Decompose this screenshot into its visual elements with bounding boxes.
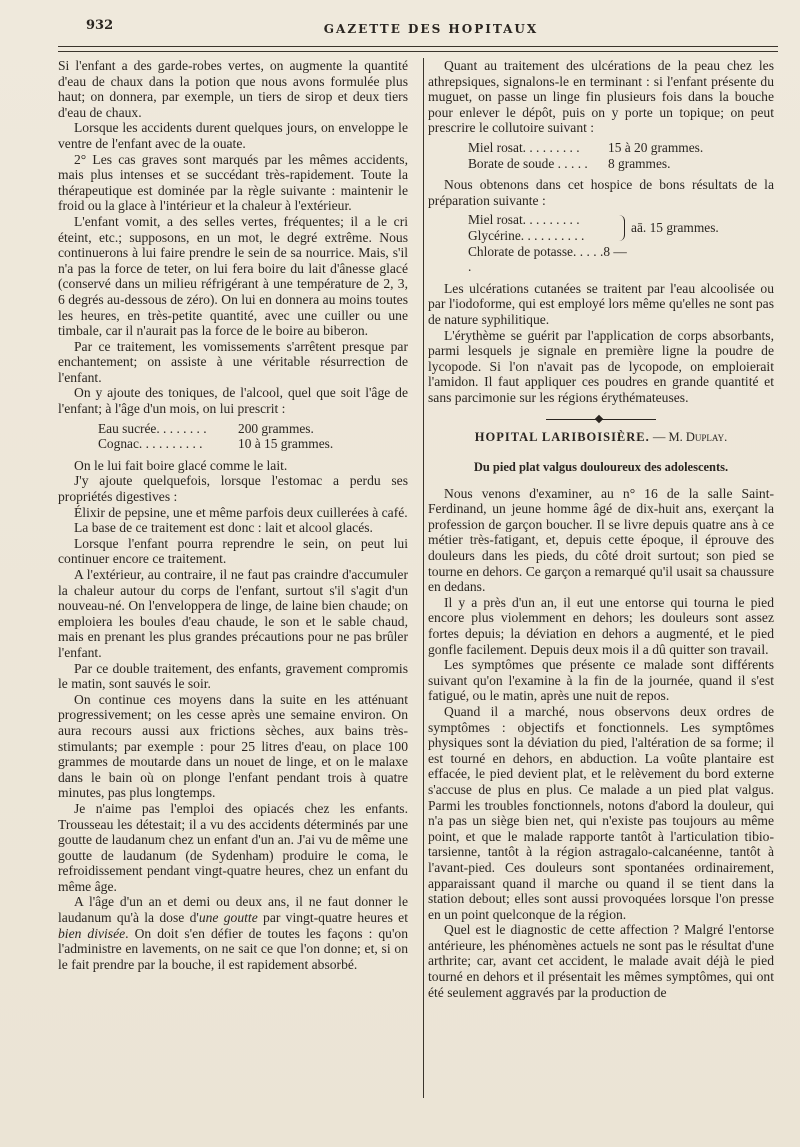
- paragraph: Quel est le diagnostic de cette affection ? Malgré l'entorse antérieure, les phénomènes actuels ne sont pas le résultat d'une arthrite; car, avant cet accident, le malade avait déjà le pied tourné en dehors et il présentait les mêmes symptômes, qui ont été seulement aggravés par la production de: [428, 922, 774, 1000]
- brace: [618, 215, 625, 241]
- heading-dash: — M.: [649, 430, 686, 445]
- paragraph: Quand il a marché, nous observons deux ordres de symptômes : objectifs et fonctionnels. Les symptômes physiques sont la déviation du pied, l'altération de sa forme; il est tourné en dehors, en abduction. La voûte plantaire est effacée, le pied devient plat, et le relèvement du bord externe s'accuse de plus en plus. Ce malade a un pied plat valgus. Parmi les troubles fonctionnels, notons d'abord la douleur, qui n'a pas un siège bien net, qui n'existe pas toujours au même point, et que le malade rapporte tantôt à l'articulation tibio-tarsienne, tantôt à la région astragalo-calcanéenne, tantôt à l'avant-pied. Ces douleurs sont spontanées ordinairement, apparaissant quand il marche ou quand il se tient dans la station debout; elles sont aussi provoquées lorsque l'on presse en un point quelconque de la région.: [428, 703, 774, 922]
- paragraph: A l'extérieur, au contraire, il ne faut pas craindre d'accumuler la chaleur autour du corps de l'enfant, surtout s'il s'agit d'un nouveau-né. On l'enveloppera de linge, de laine bien chaude; on emploiera les boules d'eau chaude, le son et le sable chaud, mais en prenant les plus grandes précautions pour ne pas brûler l'enfant.: [58, 567, 408, 660]
- right-column: [428, 58, 774, 1000]
- prescription-qty: aā. 15 grammes.: [631, 220, 719, 236]
- paragraph: Quant au traitement des ulcérations de la peau chez les athrepsiques, signalons-le en terminant : si l'enfant présente du muguet, on passe un linge fin plusieurs fois dans la bouche pour enlever le dépôt, puis on y porte un topique; on peut prescrire le collutoire suivant :: [428, 58, 774, 136]
- left-column: [58, 58, 408, 972]
- prescription-qty: 15 à 20 grammes.: [608, 139, 704, 155]
- paragraph: J'y ajoute quelquefois, lorsque l'estomac a perdu ses propriétés digestives :: [58, 473, 408, 505]
- paragraph: 2° Les cas graves sont marqués par les mêmes accidents, mais plus intenses et se succédant très-rapidement. Toute la thérapeutique est dominée par la règle suivante : maintenir le froid ou la glace à l'intérieur et la chaleur à l'extérieur.: [58, 151, 408, 214]
- prescription-collutoire: [468, 140, 774, 171]
- braced-items: [468, 212, 618, 243]
- page-header: [86, 18, 776, 48]
- prescription-item: Miel rosat. . . . . . . . .: [468, 139, 580, 155]
- paragraph: Nous obtenons dans cet hospice de bons résultats de la préparation suivante :: [428, 177, 774, 208]
- journal-title: GAZETTE DES HOPITAUX: [323, 22, 539, 36]
- paragraph: On y ajoute des toniques, de l'alcool, quel que soit l'âge de l'enfant; à l'âge d'un mois, on lui prescrit :: [58, 385, 408, 417]
- text-run: . On doit s'en défier de toutes les façons : qu'on l'administre en lavements, on ne sait ce que l'on donne; et, si on le fait prendre par la bouche, il est rapidement absorbé.: [58, 925, 409, 972]
- paragraph: Il y a près d'un an, il eut une entorse qui tourna le pied encore plus violemment en dehors; les douleurs sont assez fortes depuis; la déviation en dehors a augmenté, et le pied gonfle facilement. Depuis deux mois il a dû quitter son travail.: [428, 594, 774, 657]
- prescription-glycerine: [468, 212, 774, 274]
- prescription-qty: 8 grammes.: [608, 155, 671, 171]
- prescription-cognac: [98, 421, 408, 452]
- prescription-item: Cognac. . . . . . . . . .: [98, 436, 203, 452]
- lesson-title: Du pied plat valgus douloureux des adolescents.: [473, 460, 729, 475]
- prescription-item: Glycérine. . . . . . . . . .: [468, 227, 585, 243]
- column-divider: [423, 58, 424, 1098]
- hospital-heading: [428, 430, 774, 446]
- prescription-line: [98, 436, 358, 452]
- paragraph: Les ulcérations cutanées se traitent par l'eau alcoolisée ou par l'iodoforme, qui est employé lors même qu'elles ne sont pas de nature syphilitique.: [428, 280, 774, 327]
- paragraph: Lorsque les accidents durent quelques jours, on enveloppe le ventre de l'enfant avec de la ouate.: [58, 120, 408, 151]
- paragraph: Par ce traitement, les vomissements s'arrêtent presque par enchantement; on assiste à une véritable résurrection de l'enfant.: [58, 338, 408, 385]
- paragraph: Je n'aime pas l'emploi des opiacés chez les enfants. Trousseau les détestait; il a vu des accidents déterminés par une goutte de laudanum chez un enfant d'un an. J'ai vu de même une goutte de laudanum (de Sydenham) produire le coma, le refroidissement pendant vingt-quatre heures, chez un enfant du même âge.: [58, 800, 408, 894]
- prescription-item: Miel rosat. . . . . . . . .: [468, 212, 580, 228]
- prescription-item: Borate de soude . . . . .: [468, 155, 588, 171]
- emphasis: bien divisée: [58, 925, 126, 941]
- prescription-item: Eau sucrée. . . . . . . .: [98, 420, 207, 436]
- header-rule: [58, 46, 778, 52]
- paragraph: Les symptômes que présente ce malade sont différents suivant qu'on l'examine à la fin de la journée, quand il s'est fatigué, ou le matin, après une nuit de repos.: [428, 657, 774, 704]
- paragraph: L'enfant vomit, a des selles vertes, fréquentes; il a le cri éteint, etc.; supposons, en un mot, le degré extrême. Nous continuerons à lui faire prendre le sein de sa nourrice. Mais, s'il n'a pas la force de teter, on lui fera boire du lait d'ânesse glacé (conservé dans un milieu réfrigérant à une température de 2, 3, 6 degrés au-dessous de zéro). On lui en donnera au moins toutes les heures, en très-petite quantité, avec une cuiller ou une timbale, car il n'aurait pas la force de le boire au biberon.: [58, 213, 408, 339]
- paragraph: Nous venons d'examiner, au n° 16 de la salle Saint-Ferdinand, un jeune homme âgé de dix-huit ans, exerçant la profession de garçon boucher. Il se livre depuis quatre ans à ce métier très-fatigant, et, depuis cette époque, il éprouve des douleurs dans les pieds, du côté droit surtout; son pied se tourne en dehors. Ce garçon a remarqué qu'il usait sa chaussure en dedans.: [428, 485, 774, 595]
- prescription-qty: 8 —: [603, 243, 627, 259]
- paragraph: On le lui fait boire glacé comme le lait.: [74, 457, 288, 473]
- prescription-line: [468, 244, 718, 275]
- prescription-item: Chlorate de potasse. . . . . .: [468, 243, 604, 275]
- emphasis: une goutte: [198, 910, 258, 926]
- paragraph: L'érythème se guérit par l'application de corps absorbants, parmi lesquels je signale en première ligne la poudre de lycopode. Si l'on n'avait pas de lycopode, on emploierait l'amidon. Il faut appliquer ces poudres en grande quantité et sans parcimonie sur les régions érythémateuses.: [428, 327, 774, 405]
- prescription-qty: 200 grammes.: [238, 420, 314, 436]
- prescription-line: [468, 140, 728, 156]
- hospital-name: HOPITAL LARIBOISIÈRE.: [474, 430, 650, 445]
- paragraph: La base de ce traitement est donc : lait et alcool glacés.: [74, 520, 373, 536]
- paragraph: Élixir de pepsine, une et même parfois deux cuillerées à café.: [74, 504, 408, 520]
- paragraph: Par ce double traitement, des enfants, gravement compromis le matin, sont sauvés le soir.: [58, 660, 408, 692]
- prescription-line: [468, 156, 728, 172]
- paragraph: On continue ces moyens dans la suite en les atténuant progressivement; on les cesse après une semaine environ. On aura recours aussi aux frictions sèches, aux bains très-stimulants; par exemple : pour 25 litres d'eau, on place 100 grammes de moutarde dans un nouet de linge, et on le malaxe dans le bain où on plonge l'enfant pendant trois à quatre minutes, pas plus longtemps.: [58, 691, 408, 801]
- page-number: 932: [86, 18, 114, 33]
- prescription-qty: 10 à 15 grammes.: [238, 436, 334, 452]
- paragraph: Si l'enfant a des garde-robes vertes, on augmente la quantité d'eau de chaux dans la potion que nous avons formulée plus haut; on donnera, par exemple, un tiers de sirop et deux tiers d'eau de chaux.: [58, 58, 408, 120]
- paragraph: Lorsque l'enfant pourra reprendre le sein, on peut lui continuer encore ce traitement.: [58, 535, 408, 567]
- doctor-name: Duplay.: [685, 430, 728, 445]
- text-run: A l'âge d'un an et demi ou deux ans, il ne faut donner le laudanum qu'à la dose d': [58, 894, 408, 926]
- prescription-braced-group: [468, 212, 774, 243]
- prescription-line: [98, 421, 358, 437]
- text-run: par vingt-quatre heures et: [257, 910, 408, 926]
- section-separator: [546, 419, 656, 420]
- paragraph-laudanum: [58, 894, 408, 972]
